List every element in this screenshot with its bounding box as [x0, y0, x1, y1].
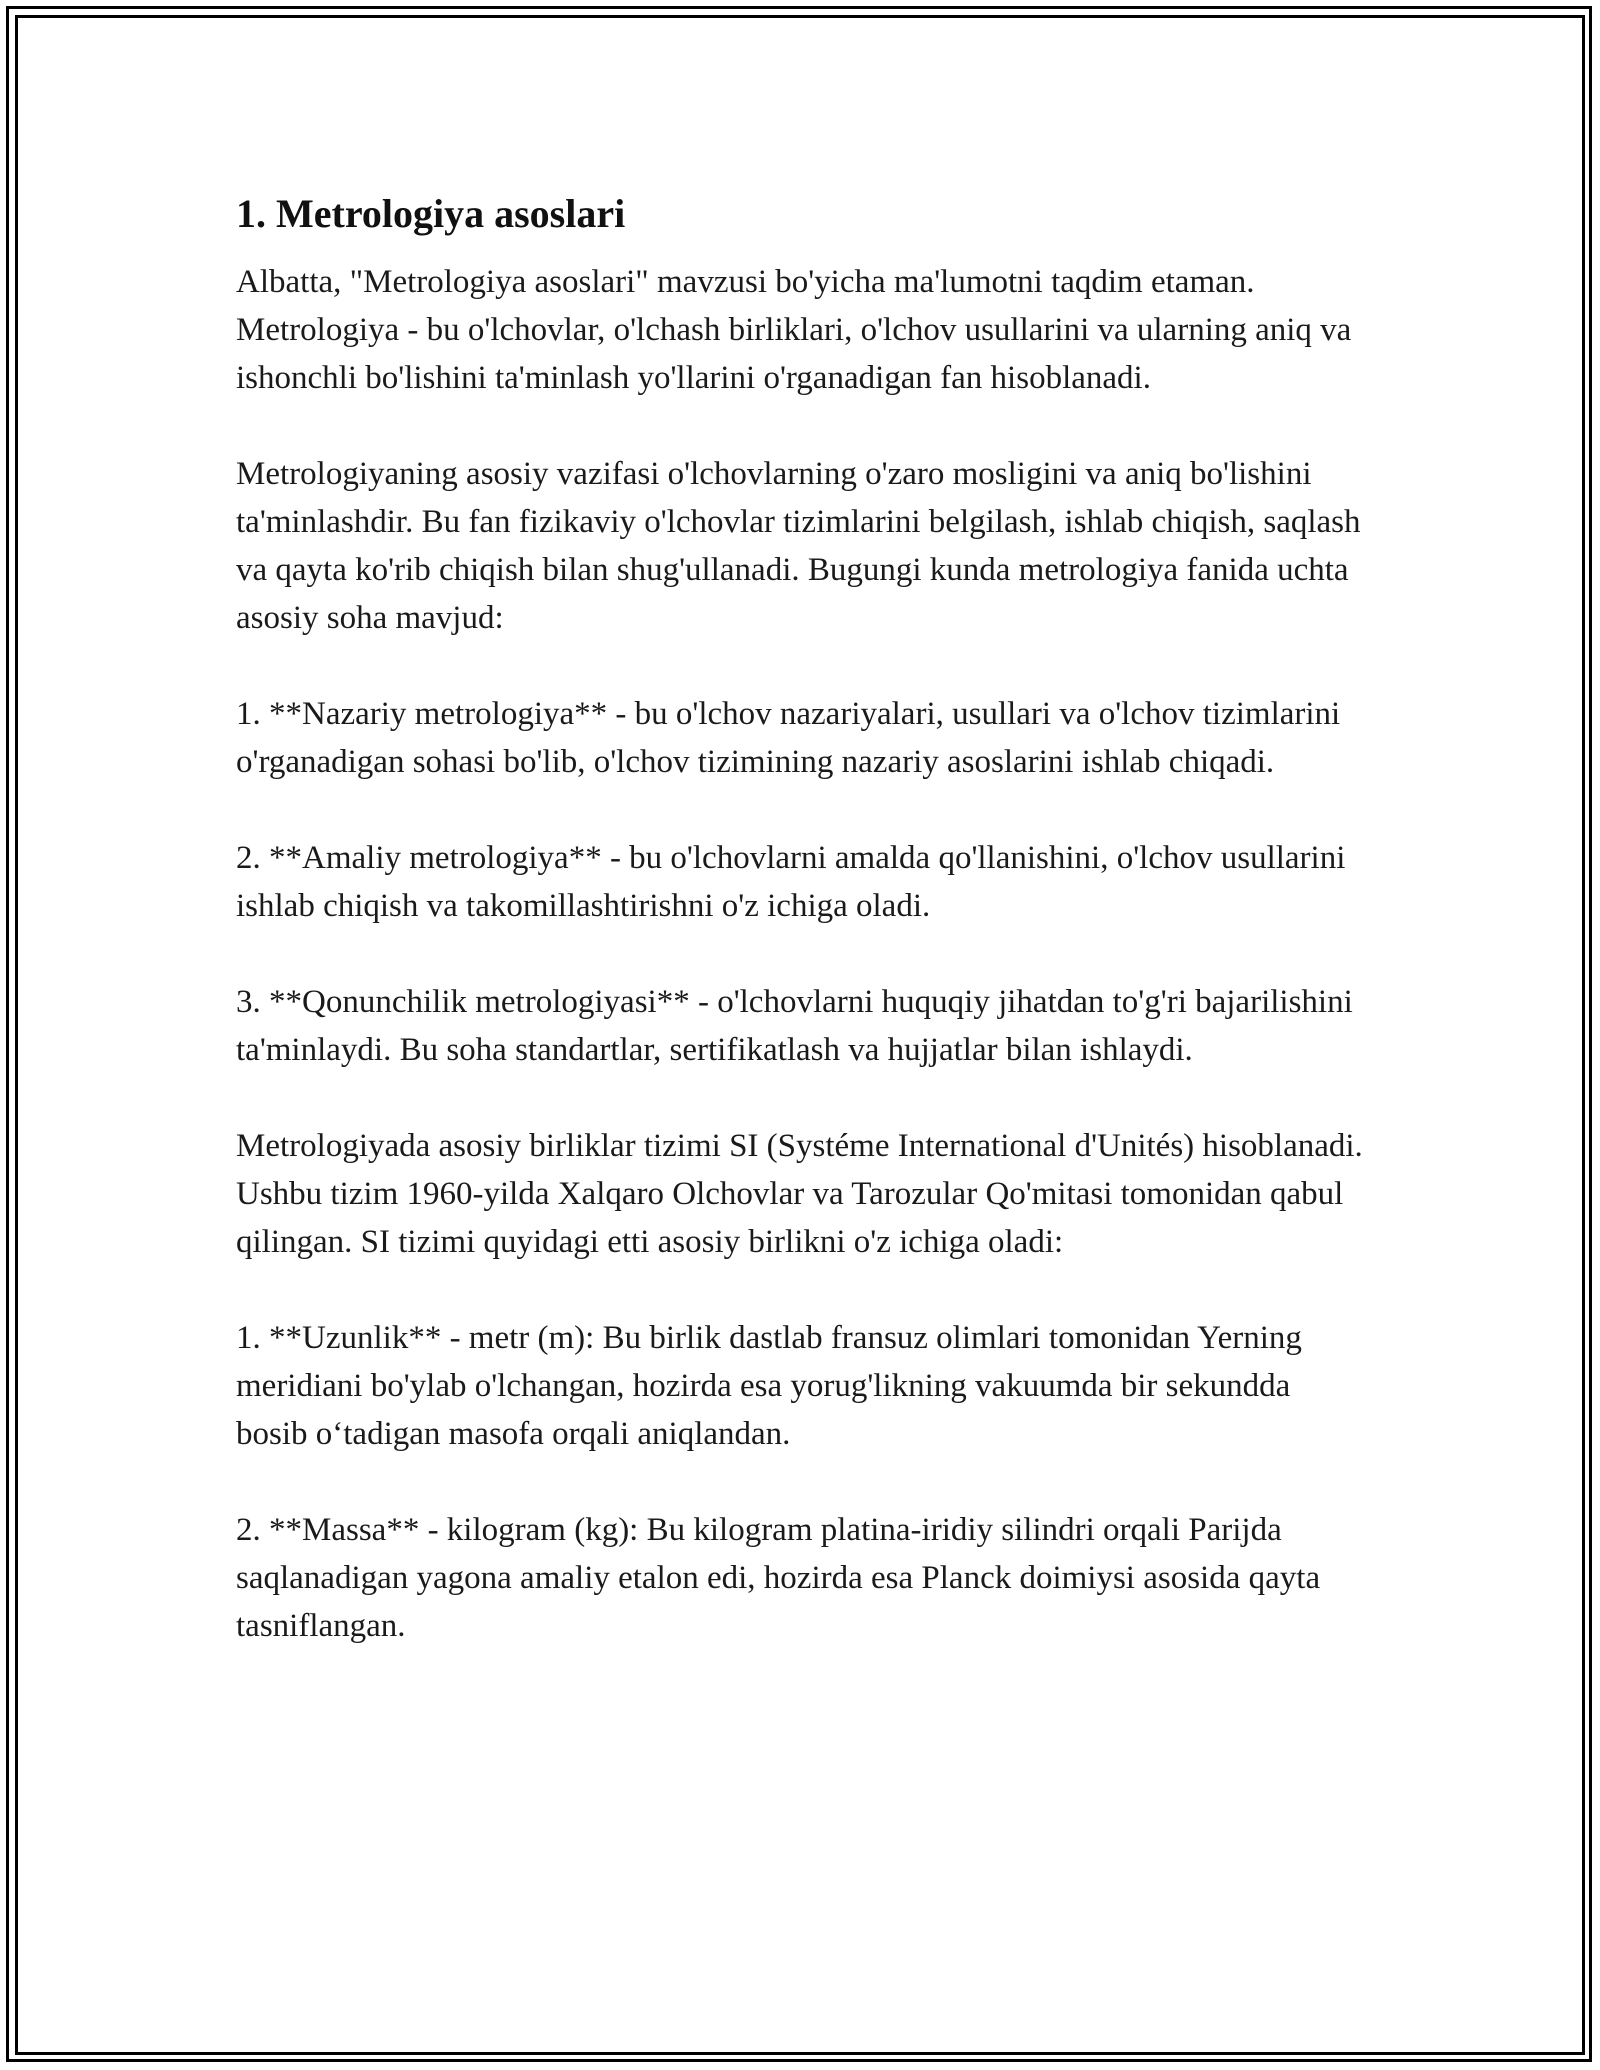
- list-item-legal: 3. **Qonunchilik metrologiyasi** - o'lchovlarni huquqiy jihatdan to'g'ri bajarilishini ta'minlaydi. Bu soha standartlar, sertifikatlash va hujjatlar bilan ishlaydi.: [236, 984, 1353, 1068]
- list-item-mass: 2. **Massa** - kilogram (kg): Bu kilogram platina-iridiy silindri orqali Parijda saqlanadigan yagona amaliy etalon edi, hozirda esa Planck doimiysi asosida qayta tasniflangan.: [236, 1512, 1321, 1644]
- document-body: [236, 190, 1366, 1698]
- list-item-theoretical: 1. **Nazariy metrologiya** - bu o'lchov nazariyalari, usullari va o'lchov tizimlarini o'rganadigan sohasi bo'lib, o'lchov tizimining nazariy asoslarini ishlab chiqadi.: [236, 696, 1341, 780]
- paragraph-si-system: Metrologiyada asosiy birliklar tizimi SI (Systéme International d'Unités) hisoblanadi. Ushbu tizim 1960-yilda Xalqaro Olchovlar va Tarozular Qo'mitasi tomonidan qabul qilingan. SI tizimi quyidagi etti asosiy birlikni o'z ichiga oladi:: [236, 1128, 1363, 1260]
- paragraph-main-task: Metrologiyaning asosiy vazifasi o'lchovlarning o'zaro mosligini va aniq bo'lishini ta'minlashdir. Bu fan fizikaviy o'lchovlar tizimlarini belgilash, ishlab chiqish, saqlash va qayta ko'rib chiqish bilan shug'ullanadi. Bugungi kunda metrologiya fanida uchta asosiy soha mavjud:: [236, 456, 1361, 636]
- paragraph-intro: Albatta, "Metrologiya asoslari" mavzusi bo'yicha ma'lumotni taqdim etaman. Metrologiya - bu o'lchovlar, o'lchash birliklari, o'lchov usullarini va ularning aniq va ishonchli bo'lishini ta'minlash yo'llarini o'rganadigan fan hisoblanadi.: [236, 264, 1352, 396]
- list-item-applied: 2. **Amaliy metrologiya** - bu o'lchovlarni amalda qo'llanishini, o'lchov usullarini ishlab chiqish va takomillashtirishni o'z ichiga oladi.: [236, 840, 1346, 924]
- list-item-length: 1. **Uzunlik** - metr (m): Bu birlik dastlab fransuz olimlari tomonidan Yerning meridiani bo'ylab o'lchangan, hozirda esa yorug'likning vakuumda bir sekundda bosib o‘tadigan masofa orqali aniqlandan.: [236, 1320, 1302, 1452]
- section-heading: 1. Metrologiya asoslari: [236, 191, 626, 236]
